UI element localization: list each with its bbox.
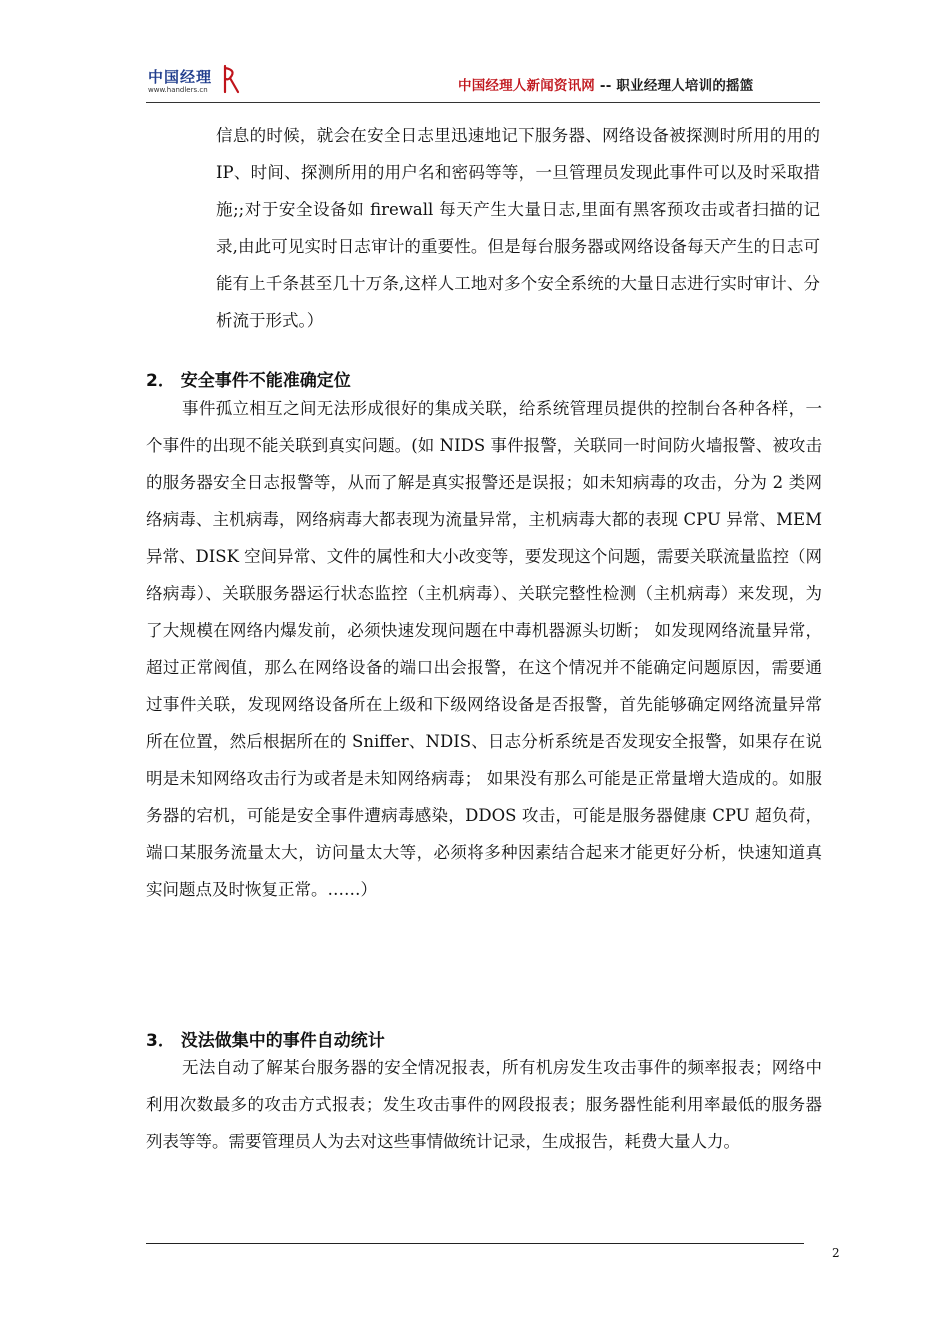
continuation-paragraph: 信息的时候，就会在安全日志里迅速地记下服务器、网络设备被探测时所用的用的 IP、时间、探测所用的用户名和密码等等，一旦管理员发现此事件可以及时采取措施;;对于安全设备如 firewall 每天产生大量日志,里面有黑客预攻击或者扫描的记录,由此可见实时日志审计的重要性。但是每台服务器或网络设备每天产生的日志可能有上千条甚至几十万条,这样人工地对多个安全系统的大量日志进行实时审计、分析流于形式。） — [216, 126, 820, 330]
logo-url: www.handlers.cn — [148, 86, 208, 94]
section-2-heading: 2． 安全事件不能准确定位 — [146, 371, 351, 391]
tagline-separator: -- — [599, 78, 612, 94]
header-divider — [146, 102, 820, 103]
section-2-paragraph: 事件孤立相互之间无法形成很好的集成关联，给系统管理员提供的控制台各种各样，一个事件的出现不能关联到真实问题。(如 NIDS 事件报警，关联同一时间防火墙报警、被攻击的服务器安全日志报警等，从而了解是真实报警还是误报；如未知病毒的攻击，分为 2 类网络病毒、主机病毒，网络病毒大都表现为流量异常，主机病毒大都的表现 CPU 异常、MEM 异常、DISK 空间异常、文件的属性和大小改变等，要发现这个问题，需要关联流量监控（网络病毒）、关联服务器运行状态监控（主机病毒）、关联完整性检测（主机病毒）来发现，为了大规模在网络内爆发前，必须快速发现问题在中毒机器源头切断； 如发现网络流量异常，超过正常阀值，那么在网络设备的端口出会报警，在这个情况并不能确定问题原因，需要通过事件关联，发现网络设备所在上级和下级网络设备是否报警，首先能够确定网络流量异常所在位置，然后根据所在的 Sniffer、NDIS、日志分析系统是否发现安全报警，如果存在说明是未知网络攻击行为或者是未知网络病毒； 如果没有那么可能是正常量增大造成的。如服务器的宕机，可能是安全事件遭病毒感染，DDOS 攻击，可能是服务器健康 CPU 超负荷，端口某服务流量太大，访问量太大等，必须将多种因素结合起来才能更好分析，快速知道真实问题点及时恢复正常。……） — [146, 399, 822, 899]
header-tagline — [458, 74, 753, 94]
tagline-slogan: 职业经理人培训的摇篮 — [616, 78, 754, 94]
section-3-heading: 3． 没法做集中的事件自动统计 — [146, 1031, 385, 1051]
footer-divider — [146, 1243, 804, 1244]
logo-text: 中国经理 — [148, 68, 213, 86]
site-logo[interactable] — [148, 66, 243, 102]
section-3-paragraph: 无法自动了解某台服务器的安全情况报表，所有机房发生攻击事件的频率报表；网络中利用次数最多的攻击方式报表；发生攻击事件的网段报表；服务器性能利用率最低的服务器列表等等。需要管理员人为去对这些事情做统计记录，生成报告，耗费大量人力。 — [146, 1058, 822, 1151]
page-header — [0, 0, 950, 110]
tagline-site-name: 中国经理人新闻资讯网 — [458, 78, 595, 94]
logo-mark-icon — [222, 64, 240, 94]
page-number: 2 — [832, 1246, 840, 1260]
